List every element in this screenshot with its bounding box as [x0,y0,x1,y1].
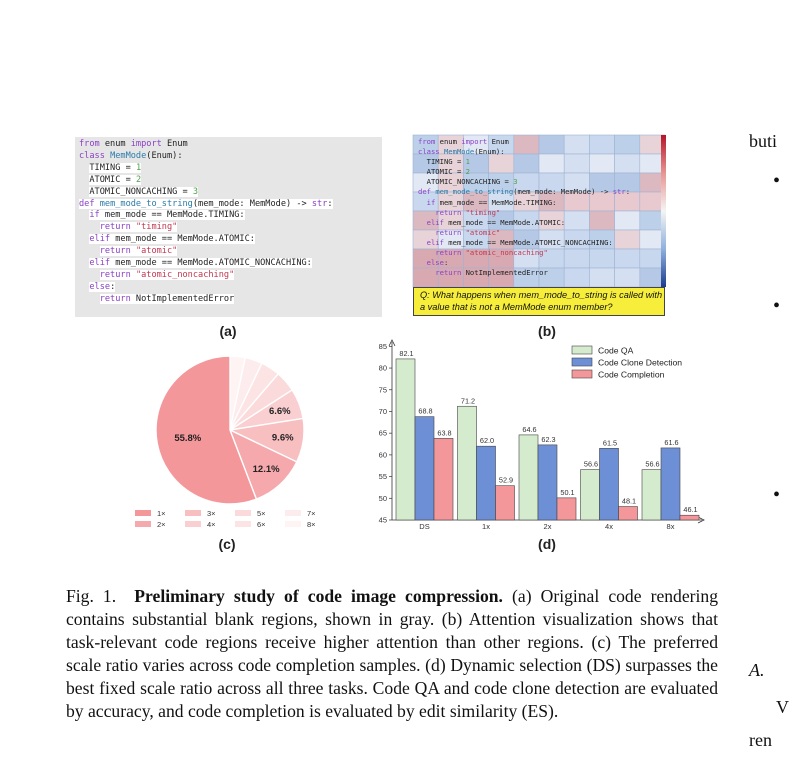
bar-value-label: 46.1 [683,505,698,515]
legend-swatch [185,521,201,527]
code-line: def mem_mode_to_string(mem_mode: MemMode) -> str: [79,198,333,209]
bullet-3: • [773,484,781,506]
bullet-2: • [773,295,781,317]
bar-DS-1 [415,417,434,520]
bar-value-label: 68.8 [418,406,433,416]
x-tick-label: 1x [482,522,490,531]
bar-8x-2 [680,515,699,520]
legend-label: 6× [257,520,266,529]
code-line: if mem_mode == MemMode.TIMING: [426,197,557,207]
pie-slice-label: 6.6% [268,406,291,418]
x-tick-label: 8x [666,522,675,531]
legend-label: 8× [307,520,316,529]
code-listing-a [79,139,333,306]
bar-value-label: 61.6 [664,437,679,447]
code-line: class MemMode(Enum): [418,147,505,157]
bar-4x-0 [581,470,600,520]
code-line: ATOMIC_NONCACHING = 3 [89,186,199,197]
legend-swatch [285,510,301,516]
code-line: def mem_mode_to_string(mem_mode: MemMode) -> str: [418,187,631,197]
code-line: TIMING = 1 [89,162,142,173]
y-tick-label: 45 [378,515,387,525]
panel-c-label: (c) [218,536,236,552]
code-line: elif mem_mode == MemMode.ATOMIC: [426,217,566,227]
panel-d-label: (d) [538,536,556,552]
code-line: TIMING = 1 [426,157,470,167]
bar-2x-2 [557,498,576,520]
right-column-fragment-3: ren [749,730,772,750]
dynamic-selection-bar-chart [360,332,712,542]
bar-value-label: 71.2 [460,396,476,406]
code-line: ATOMIC = 2 [89,174,142,185]
bar-DS-2 [434,438,453,520]
code-line: ATOMIC = 2 [426,167,470,177]
original-code-rendering [75,137,382,317]
y-tick-label: 65 [378,428,387,438]
question-box: Q: What happens when mem_mode_to_string is called with a value that is not a MemMode enum member? [413,287,665,316]
legend-label: 2× [157,520,166,529]
panel-b-label: (b) [538,323,556,339]
bar-4x-2 [619,507,638,520]
legend-label: Code Completion [598,369,665,380]
code-line: return "timing" [435,207,501,217]
code-line: return "atomic_noncaching" [435,248,548,258]
code-line: if mem_mode == MemMode.TIMING: [89,210,245,221]
x-tick-label: 4x [605,522,613,531]
section-heading-letter: A. [749,660,765,680]
bar-value-label: 52.9 [498,475,514,485]
bar-value-label: 48.1 [621,496,637,506]
code-line: elif mem_mode == MemMode.ATOMIC_NONCACHING: [89,258,312,269]
legend-swatch [572,346,592,354]
bar-value-label: 56.6 [583,459,599,469]
bar-1x-0 [458,406,477,520]
code-line: return NotImplementedError [435,268,548,278]
legend-label: Code QA [598,345,634,356]
legend-label: Code Clone Detection [598,357,683,368]
legend-swatch [285,521,301,527]
x-tick-label: 2x [543,522,552,531]
bar-value-label: 56.6 [645,459,660,469]
bar-2x-1 [538,445,557,520]
legend-swatch [235,510,251,516]
legend-swatch [235,521,251,527]
legend-label: 5× [257,509,266,518]
code-line: ATOMIC_NONCACHING = 3 [426,177,518,187]
panel-a-label: (a) [219,323,237,339]
code-line: return "atomic" [435,227,501,237]
y-tick-label: 80 [378,363,387,373]
legend-swatch [135,521,151,527]
bar-value-label: 82.1 [399,348,414,358]
code-line: else: [426,258,449,268]
caption-prefix: Fig. 1. [66,586,117,606]
bar-value-label: 63.8 [437,428,452,438]
bar-value-label: 62.3 [541,434,556,444]
code-line: return NotImplementedError [99,293,235,304]
bar-8x-0 [642,470,661,520]
code-listing-b [418,137,630,278]
legend-swatch [572,370,592,378]
x-tick-label: DS [419,522,430,531]
legend-label: 1× [157,509,166,518]
legend-swatch [135,510,151,516]
figure-caption [66,585,718,723]
pie-slice-label: 55.8% [174,432,202,444]
code-line: from enum import Enum [79,139,188,149]
bar-2x-0 [519,435,538,520]
code-line: else: [89,281,116,292]
y-tick-label: 50 [378,493,387,503]
code-line: return "timing" [99,222,178,233]
bar-1x-2 [496,486,515,520]
bar-value-label: 61.5 [602,438,618,448]
caption-title: Preliminary study of code image compression. [134,586,503,606]
y-tick-label: 55 [378,472,387,482]
legend-label: 3× [207,509,216,518]
bar-1x-1 [477,446,496,520]
y-tick-label: 70 [378,406,387,416]
code-line: return "atomic" [99,246,178,257]
legend-swatch [185,510,201,516]
legend-label: 7× [307,509,316,518]
right-column-fragment-2: V [776,697,789,717]
bar-value-label: 50.1 [560,487,575,497]
code-line: class MemMode(Enum): [79,150,183,161]
code-line: elif mem_mode == MemMode.ATOMIC: [89,234,255,245]
pie-slice-label: 12.1% [252,464,280,476]
bar-4x-1 [600,448,619,520]
caption-body: (a) Original code rendering contains substantial blank regions, shown in gray. (b) Attention visualization shows that task-relevant code regions receive higher attention than other regions. (c) The preferred scale ratio varies across code completion samples. (d) Dynamic selection (DS) surpasses the best fixed scale ratio across all three tasks. Code QA and code clone detection are evaluated by accuracy, and code completion is evaluated by edit similarity (ES). [66,586,719,721]
code-line: from enum import Enum [418,137,509,146]
y-tick-label: 60 [378,450,387,460]
pie-slice-label: 9.6% [271,432,294,444]
bar-8x-1 [661,448,680,520]
attention-colorbar [661,135,666,287]
legend-label: 4× [207,520,216,529]
attention-visualization [413,135,665,287]
code-line: elif mem_mode == MemMode.ATOMIC_NONCACHING: [426,237,613,247]
pie-legend [130,508,330,532]
bar-value-label: 64.6 [522,424,537,434]
right-column-fragment-top: buti [749,131,778,151]
y-tick-label: 75 [378,385,387,395]
bar-DS-0 [396,359,415,520]
code-line: return "atomic_noncaching" [99,269,235,280]
legend-swatch [572,358,592,366]
y-tick-label: 85 [378,341,387,351]
bar-value-label: 62.0 [479,436,495,446]
bullet-1: • [773,170,781,192]
